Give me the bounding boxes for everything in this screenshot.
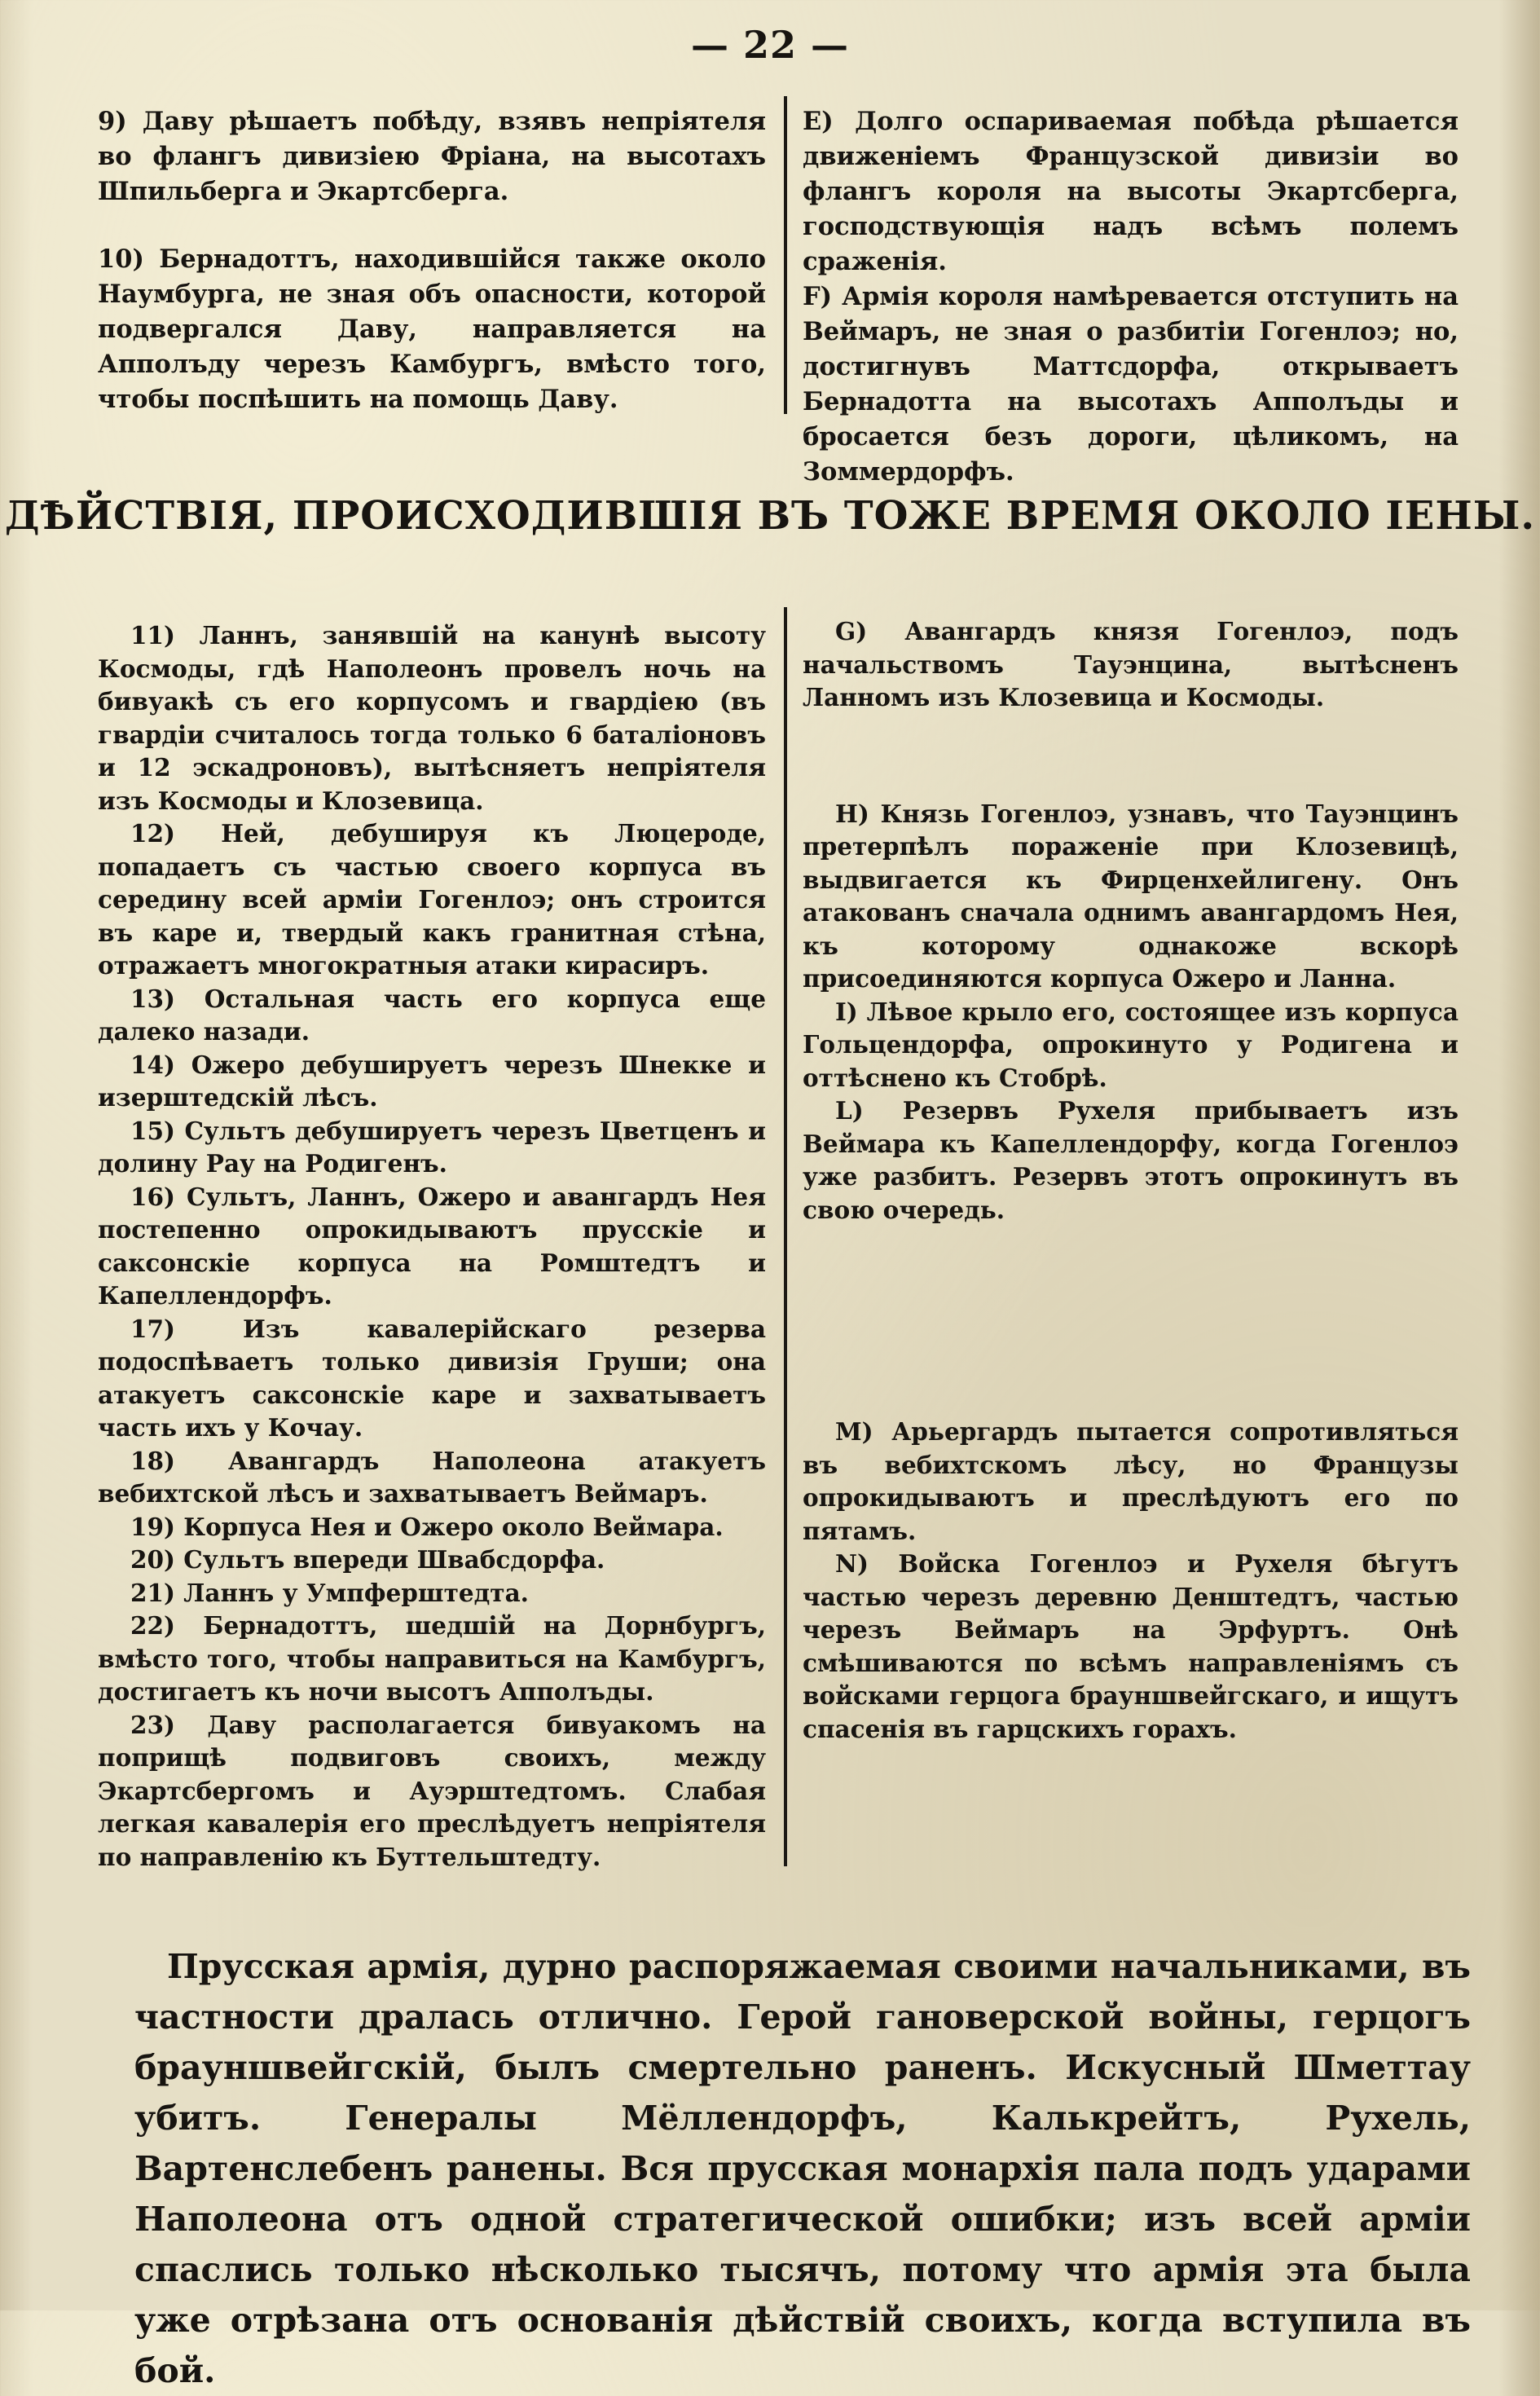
item-18: 18) Авангардъ Наполеона атакуетъ вебихтской лѣсъ и захватываетъ Веймаръ. (98, 1446, 766, 1508)
item-i: I) Лѣвое крыло его, состоящее изъ корпуса Гольцендорфа, опрокинуто у Родигена и оттѣснено къ Стобрѣ. (803, 997, 1459, 1092)
item-16: 16) Сультъ, Ланнъ, Ожеро и авангардъ Нея постепенно опрокидываютъ прусскіе и саксонскіе корпуса на Ромштедтъ и Капеллендорфъ. (98, 1182, 766, 1310)
item-15: 15) Сультъ дебушируетъ черезъ Цветценъ и долину Рау на Родигенъ. (98, 1116, 766, 1178)
item-14: 14) Ожеро дебушируетъ черезъ Шнекке и изерштедскій лѣсъ. (98, 1050, 766, 1112)
item-11: 11) Ланнъ, занявшій на канунѣ высоту Космоды, гдѣ Наполеонъ провелъ ночь на бивуакѣ съ его корпусомъ и гвардіею (въ гвардіи считалось тогда только 6 баталіоновъ и 12 эскадроновъ), вытѣсняетъ непріятеля изъ Космоды и Клозевица. (98, 621, 766, 815)
item-m: M) Арьергардъ пытается сопротивляться въ вебихтскомъ лѣсу, но Французы опрокидываютъ и преслѣдуютъ его по пятамъ. (803, 1417, 1459, 1545)
item-h: H) Князь Гогенлоэ, узнавъ, что Тауэнцинъ претерпѣлъ пораженіе при Клозевицѣ, выдвигается къ Фирценхейлигену. Онъ атакованъ сначала однимъ авангардомъ Нея, къ которому однакоже вскорѣ присоединяются корпуса Ожеро и Ланна. (803, 799, 1459, 993)
item-21: 21) Ланнъ у Умпферштедта. (130, 1578, 529, 1607)
item-22: 22) Бернадоттъ, шедшій на Дорнбургъ, вмѣсто того, чтобы направиться на Камбургъ, достигаетъ къ ночи высотъ Апполъды. (98, 1611, 766, 1706)
column-divider-middle (784, 607, 787, 1866)
item-10: 10) Бернадоттъ, находившійся также около Наумбурга, не зная объ опасности, которой подвергался Даву, направляется на Апполъду черезъ Камбургъ, вмѣсто того, чтобы поспѣшить на помощь Даву. (98, 244, 766, 414)
page-number: — 22 — (690, 23, 850, 67)
item-19: 19) Корпуса Нея и Ожеро около Веймара. (130, 1512, 724, 1541)
item-20: 20) Сультъ впереди Швабсдорфа. (130, 1545, 605, 1574)
item-9: 9) Даву рѣшаетъ побѣду, взявъ непріятеля во флангъ дивизіею Фріана, на высотахъ Шпильберга и Экартсберга. (98, 107, 766, 206)
top-left-column (98, 104, 766, 417)
top-right-column (803, 104, 1459, 490)
item-13: 13) Остальная часть его корпуса еще далеко назади. (98, 984, 766, 1046)
column-divider-top (784, 96, 787, 414)
item-e: E) Долго оспариваемая побѣда рѣшается движеніемъ Французской дивизіи во флангъ короля на высоты Экартсберга, господствующія надъ всѣмъ полемъ сраженія. (803, 107, 1459, 276)
item-l: L) Резервъ Рухеля прибываетъ изъ Веймара къ Капеллендорфу, когда Гогенлоэ уже разбитъ. Резервъ этотъ опрокинутъ въ свою очередь. (803, 1096, 1459, 1224)
section-title: ДѢЙСТВІЯ, ПРОИСХОДИВШІЯ ВЪ ТОЖЕ ВРЕМЯ ОКОЛО ІЕНЫ. (4, 493, 1536, 539)
item-g: G) Авангардъ князя Гогенлоэ, подъ начальствомъ Тауэнцина, вытѣсненъ Ланномъ изъ Клозевица и Космоды. (803, 617, 1459, 711)
concluding-paragraph: Прусская армія, дурно распоряжаемая своими начальниками, въ частности дралась отлично. Герой гановерской войны, герцогъ брауншвейгскій, былъ смертельно раненъ. Искусный Шметтау убитъ. Генералы Мёллендорфъ, Калькрейтъ, Рухель, Вартенслебенъ ранены. Вся прусская монархія пала подъ ударами Наполеона отъ одной стратегической ошибки; изъ всей арміи спаслись только нѣсколько тысячъ, потому что армія эта была уже отрѣзана отъ основанія дѣйствій своихъ, когда вступила въ бой. (134, 1947, 1471, 2390)
item-n: N) Войска Гогенлоэ и Рухеля бѣгутъ частью черезъ деревню Денштедтъ, частью черезъ Веймаръ на Эрфуртъ. Онѣ смѣшиваются по всѣмъ направленіямъ съ войсками герцога брауншвейгскаго, и ищутъ спасенія въ гарцскихъ горахъ. (803, 1549, 1459, 1743)
item-f: F) Армія короля намѣревается отступить на Веймаръ, не зная о разбитіи Гогенлоэ; но, достигнувъ Маттсдорфа, открываетъ Бернадотта на высотахъ Апполъды и бросается безъ дороги, цѣликомъ, на Зоммердорфъ. (803, 282, 1459, 487)
item-23: 23) Даву располагается бивуакомъ на поприщѣ подвиговъ своихъ, между Экартсбергомъ и Ауэрштедтомъ. Слабая легкая кавалерія его преслѣдуетъ непріятеля по направленію къ Буттельштедту. (98, 1710, 766, 1871)
mid-left-column (98, 619, 766, 1874)
mid-right-column (803, 615, 1459, 1746)
item-12: 12) Ней, дебушируя къ Люцероде, попадаетъ съ частью своего корпуса въ середину всей арміи Гогенлоэ; онъ строится въ каре и, твердый какъ гранитная стѣна, отражаетъ многократныя атаки кирасиръ. (98, 819, 766, 980)
item-17: 17) Изъ кавалерійскаго резерва подоспѣваетъ только дивизія Груши; она атакуетъ саксонскіе каре и захватываетъ часть ихъ у Кочау. (98, 1314, 766, 1442)
